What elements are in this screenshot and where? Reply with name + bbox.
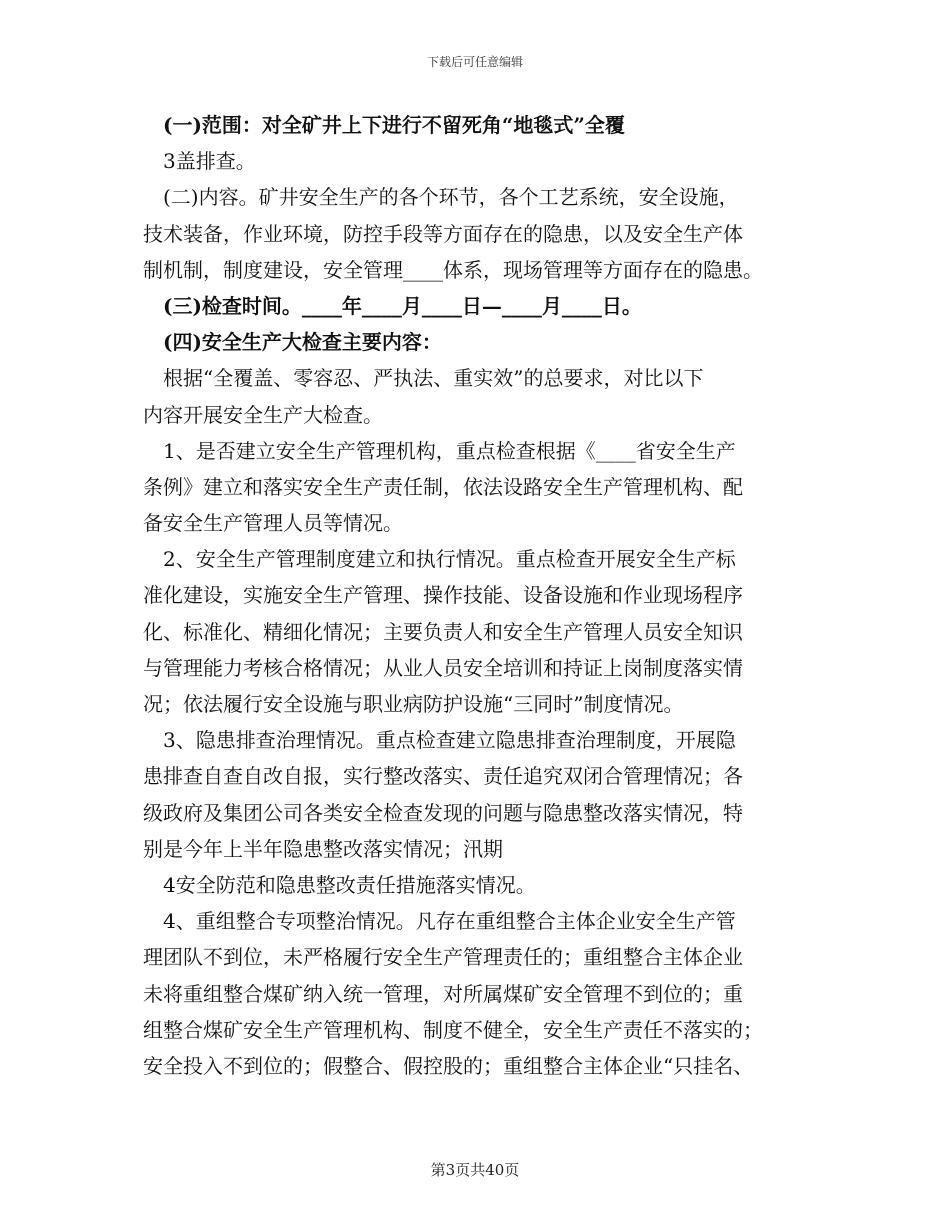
page-footer: 第3页共40页 <box>430 1161 520 1179</box>
text-line: 2、安全生产管理制度建立和执行情况。重点检查开展安全生产标 <box>143 547 736 572</box>
text-line: (四)安全生产大检查主要内容： <box>143 330 442 355</box>
text-line: 况；依法履行安全设施与职业病防护设施“三同时”制度情况。 <box>143 692 684 716</box>
text-line: 理团队不到位，未严格履行安全生产管理责任的；重组整合主体企业 <box>143 945 743 970</box>
text-line: 化、标准化、精细化情况；主要负责人和安全生产管理人员安全知识 <box>143 619 743 644</box>
text-line: 1、是否建立安全生产管理机构，重点检查根据《____省安全生产 <box>143 438 736 463</box>
text-line: 准化建设，实施安全生产管理、操作技能、设备设施和作业现场程序 <box>143 583 743 608</box>
text-line: 别是今年上半年隐患整改落实情况；汛期 <box>143 836 503 861</box>
text-line: 患排查自查自改自报，实行整改落实、责任追究双闭合管理情况；各 <box>143 764 743 789</box>
text-line: (一)范围：对全矿井上下进行不留死角“地毯式”全覆 <box>143 113 625 137</box>
text-line: 条例》建立和落实安全生产责任制，依法设路安全生产管理机构、配 <box>143 474 743 499</box>
document-body <box>143 107 815 1084</box>
text-line: 4、重组整合专项整治情况。凡存在重组整合主体企业安全生产管 <box>143 909 736 934</box>
text-line: (二)内容。矿井安全生产的各个环节，各个工艺系统，安全设施， <box>143 185 739 210</box>
text-line: 制机制，制度建设，安全管理____体系，现场管理等方面存在的隐患。 <box>143 257 763 282</box>
text-line: 根据“全覆盖、零容忍、严执法、重实效”的总要求，对比以下 <box>143 366 704 391</box>
text-line: (三)检查时间。____年____月____日—____月____日。 <box>143 293 642 318</box>
text-line: 3盖排查。 <box>143 149 256 174</box>
text-line: 与管理能力考核合格情况；从业人员安全培训和持证上岗制度落实情 <box>143 655 743 680</box>
page-header: 下载后可任意编辑 <box>426 55 523 69</box>
text-line: 安全投入不到位的；假整合、假控股的；重组整合主体企业“只挂名、 <box>143 1053 754 1078</box>
text-line: 3、隐患排查治理情况。重点检查建立隐患排查治理制度，开展隐 <box>143 728 736 753</box>
text-line: 备安全生产管理人员等情况。 <box>143 511 403 536</box>
text-line: 内容开展安全生产大检查。 <box>143 402 383 427</box>
text-line: 4安全防范和隐患整改责任措施落实情况。 <box>143 872 536 897</box>
text-line: 级政府及集团公司各类安全检查发现的问题与隐患整改落实情况，特 <box>143 800 743 825</box>
text-line: 未将重组整合煤矿纳入统一管理，对所属煤矿安全管理不到位的；重 <box>143 981 743 1006</box>
text-line: 组整合煤矿安全生产管理机构、制度不健全，安全生产责任不落实的； <box>143 1017 763 1042</box>
text-line: 技术装备，作业环境，防控手段等方面存在的隐患，以及安全生产体 <box>143 221 743 246</box>
